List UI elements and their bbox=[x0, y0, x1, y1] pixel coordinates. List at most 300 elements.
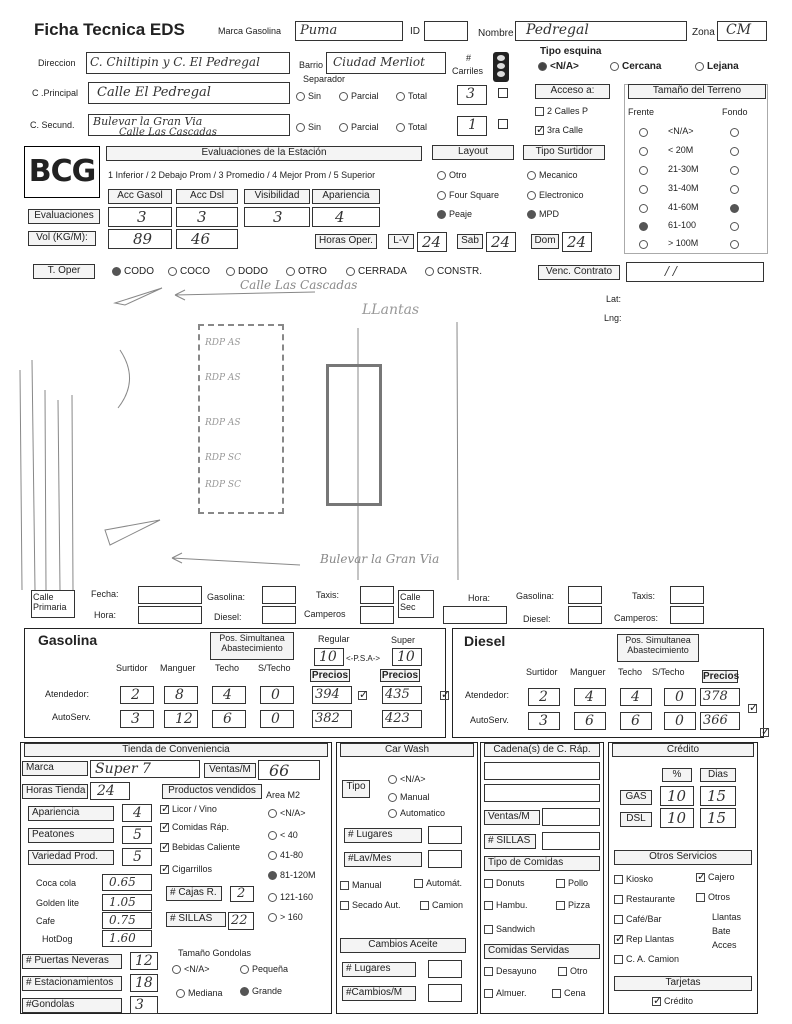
secund-sin-label: Sin bbox=[308, 122, 322, 132]
otros-servicio[interactable] bbox=[614, 954, 679, 964]
carwash-manual-checkbox[interactable] bbox=[340, 881, 349, 890]
carwash-na[interactable] bbox=[388, 774, 426, 784]
tienda-marca-field[interactable] bbox=[90, 760, 200, 778]
tienda-producto-label: Comidas Ráp. bbox=[172, 822, 230, 832]
lat-label: Lat: bbox=[606, 294, 622, 304]
gasolina-count-field[interactable] bbox=[262, 586, 296, 604]
tienda-area-radio[interactable] bbox=[268, 831, 277, 840]
secund-parcial-radio[interactable] bbox=[339, 123, 348, 132]
principal-parcial-radio[interactable] bbox=[339, 92, 348, 101]
gondola-grande-radio[interactable] bbox=[240, 987, 249, 996]
otros-servicio[interactable] bbox=[696, 872, 735, 882]
surtidor-mecanico-radio[interactable] bbox=[527, 171, 536, 180]
gasolina-au-value: 6 bbox=[223, 711, 232, 727]
tienda-area-option[interactable] bbox=[268, 892, 313, 902]
credito-dsl-dias-field[interactable] bbox=[700, 808, 736, 828]
tienda-estac-field[interactable] bbox=[130, 974, 158, 992]
sketch-street-top: Calle Las Cascadas bbox=[240, 278, 358, 292]
cadena-cena[interactable] bbox=[552, 988, 586, 998]
otros-servicio-checkbox[interactable] bbox=[696, 893, 705, 902]
terreno-frente-radio[interactable] bbox=[639, 147, 648, 156]
toper-option[interactable] bbox=[226, 266, 268, 277]
tienda-estac-value: 18 bbox=[135, 975, 153, 991]
toper-radio[interactable] bbox=[112, 267, 121, 276]
principal-label: C .Principal bbox=[32, 88, 79, 98]
layout-foursquare[interactable] bbox=[437, 190, 499, 200]
cadena-ventas-field[interactable] bbox=[542, 808, 600, 826]
tarjeta-credito-label: Crédito bbox=[664, 996, 694, 1006]
esquina-na-radio[interactable] bbox=[538, 62, 547, 71]
tienda-peatones-value: 5 bbox=[133, 827, 142, 843]
tarjeta-credito-checkbox[interactable] bbox=[652, 997, 661, 1006]
taxis2-field[interactable] bbox=[670, 586, 704, 604]
principal-parcial[interactable] bbox=[339, 91, 379, 101]
layout-peaje-label: Peaje bbox=[449, 209, 473, 219]
layout-peaje[interactable] bbox=[437, 209, 472, 219]
carwash-camion[interactable] bbox=[420, 900, 463, 910]
otros-servicio-checkbox[interactable] bbox=[614, 935, 623, 944]
credito-gas-dias-field[interactable] bbox=[700, 786, 736, 806]
diesel-precios-label: Precios bbox=[703, 671, 740, 682]
tienda-producto-checkbox[interactable] bbox=[160, 823, 169, 832]
marca-value: Puma bbox=[300, 23, 338, 38]
carwash-secado-checkbox[interactable] bbox=[340, 901, 349, 910]
layout-peaje-radio[interactable] bbox=[437, 210, 446, 219]
gasolina-at-cell[interactable] bbox=[120, 686, 154, 704]
terreno-fondo-radio[interactable] bbox=[730, 185, 739, 194]
carwash-manual-radio[interactable] bbox=[388, 793, 397, 802]
terreno-fondo-radio[interactable] bbox=[730, 222, 739, 231]
nombre-field[interactable] bbox=[515, 21, 687, 41]
terreno-fondo-radio[interactable] bbox=[730, 147, 739, 156]
tienda-neveras-field[interactable] bbox=[130, 952, 158, 970]
layout-otro-radio[interactable] bbox=[437, 171, 446, 180]
toper-radio[interactable] bbox=[346, 267, 355, 276]
cadena-almuer-checkbox[interactable] bbox=[484, 989, 493, 998]
gasolina-at-cell[interactable] bbox=[260, 686, 294, 704]
otros-servicio-checkbox[interactable] bbox=[696, 873, 705, 882]
evaluaciones-row-label: Evaluaciones bbox=[28, 209, 100, 224]
diesel-au-cell[interactable] bbox=[664, 712, 696, 730]
gondola-grande[interactable] bbox=[240, 986, 282, 996]
otros-servicio-label: Restaurante bbox=[626, 894, 676, 904]
marca-field[interactable] bbox=[295, 21, 403, 41]
gondola-mediana-radio[interactable] bbox=[176, 989, 185, 998]
calle-sec-label: Calle Sec bbox=[398, 590, 434, 618]
tienda-cafe-label: Cafe bbox=[36, 916, 56, 926]
cadena-pollo[interactable] bbox=[556, 878, 588, 888]
gasolina-au-cell[interactable] bbox=[212, 710, 246, 728]
sketch-island-bottom bbox=[105, 520, 160, 545]
otros-servicio-checkbox[interactable] bbox=[614, 955, 623, 964]
principal-total[interactable] bbox=[396, 91, 427, 101]
gasolina-super-field[interactable] bbox=[392, 648, 422, 666]
terreno-fondo-radio[interactable] bbox=[730, 204, 739, 213]
aceite-cambios-field[interactable] bbox=[428, 984, 462, 1002]
diesel-price-value: 366 bbox=[703, 713, 728, 728]
toper-option[interactable] bbox=[425, 266, 482, 277]
contrato-value: / / bbox=[665, 264, 677, 278]
diesel-title: Diesel bbox=[464, 633, 506, 649]
gondola-na[interactable] bbox=[172, 964, 210, 974]
diesel-at-cell[interactable] bbox=[664, 688, 696, 706]
tienda-variedad-value: 5 bbox=[133, 849, 142, 865]
terreno-frente-radio[interactable] bbox=[639, 128, 648, 137]
toper-radio[interactable] bbox=[226, 267, 235, 276]
gasolina-price-field[interactable] bbox=[312, 710, 352, 728]
cadena-sandwich-checkbox[interactable] bbox=[484, 925, 493, 934]
principal-sin[interactable] bbox=[296, 91, 321, 101]
esquina-na-label: <N/A> bbox=[550, 61, 579, 72]
diesel-au-cell[interactable] bbox=[528, 712, 560, 730]
toper-option[interactable] bbox=[346, 266, 407, 277]
gondola-pequena-radio[interactable] bbox=[240, 965, 249, 974]
gondola-grande-label: Grande bbox=[252, 986, 283, 996]
credito-pct-label: % bbox=[662, 768, 692, 782]
tienda-producto-label: Licor / Vino bbox=[172, 804, 217, 814]
id-field[interactable] bbox=[424, 21, 468, 41]
horas-sab-field[interactable] bbox=[486, 232, 516, 252]
camperos-field[interactable] bbox=[360, 606, 394, 624]
gasolina-price-value: 435 bbox=[385, 687, 410, 702]
toper-radio[interactable] bbox=[286, 267, 295, 276]
cadena-name-field-1[interactable] bbox=[484, 762, 600, 780]
toper-option-label: CERRADA bbox=[358, 266, 407, 277]
toper-radio[interactable] bbox=[168, 267, 177, 276]
tienda-marca-value: Super 7 bbox=[95, 761, 151, 777]
terreno-fondo-radio[interactable] bbox=[730, 128, 739, 137]
esquina-cercana[interactable] bbox=[610, 61, 661, 72]
tienda-ventas-value: 66 bbox=[269, 761, 290, 780]
diesel-at-cell[interactable] bbox=[574, 688, 606, 706]
tienda-apariencia-field[interactable] bbox=[122, 804, 152, 822]
secund-sin[interactable] bbox=[296, 122, 321, 132]
tienda-area-radio[interactable] bbox=[268, 871, 277, 880]
gasolina-price-field[interactable] bbox=[382, 686, 422, 704]
credito-dsl-label: DSL bbox=[620, 812, 652, 827]
toper-option-label: COCO bbox=[180, 266, 210, 277]
cadena-name-field-2[interactable] bbox=[484, 784, 600, 802]
fecha-field[interactable] bbox=[138, 586, 202, 604]
layout-foursquare-radio[interactable] bbox=[437, 191, 446, 200]
gasolina-regular-value: 10 bbox=[319, 649, 337, 665]
otros-servicio-checkbox[interactable] bbox=[614, 915, 623, 924]
contrato-field[interactable] bbox=[626, 262, 764, 282]
hora-field[interactable] bbox=[138, 606, 202, 624]
toper-option-label: CONSTR. bbox=[437, 266, 482, 277]
principal-checkbox[interactable] bbox=[498, 88, 508, 98]
tienda-producto[interactable] bbox=[160, 804, 217, 814]
tienda-sillas-field[interactable] bbox=[228, 912, 254, 930]
cadena-cena-checkbox[interactable] bbox=[552, 989, 561, 998]
secund-total[interactable] bbox=[396, 122, 427, 132]
otros-servicio[interactable] bbox=[614, 874, 653, 884]
carwash-header: Car Wash bbox=[340, 743, 474, 757]
horas-dom-field[interactable] bbox=[562, 232, 592, 252]
secund-total-radio[interactable] bbox=[396, 123, 405, 132]
gasolina-precios-label-sup: Precios bbox=[381, 670, 419, 681]
credito-dsl-pct-field[interactable] bbox=[660, 808, 694, 828]
tienda-producto[interactable] bbox=[160, 864, 212, 874]
tienda-horas-field[interactable] bbox=[90, 782, 130, 800]
terreno-frente-radio[interactable] bbox=[639, 240, 648, 249]
carwash-secado[interactable] bbox=[340, 900, 401, 910]
sketch-pump: RDP SC bbox=[205, 480, 241, 490]
gasolina-au-cell[interactable] bbox=[260, 710, 294, 728]
esquina-na[interactable] bbox=[538, 61, 579, 72]
diesel-at-value: 4 bbox=[585, 689, 594, 705]
tienda-peatones-field[interactable] bbox=[122, 826, 152, 844]
eval-accgasol-field[interactable] bbox=[108, 207, 172, 227]
diesel2-field[interactable] bbox=[568, 606, 602, 624]
tienda-area-radio[interactable] bbox=[268, 851, 277, 860]
surtidor-electronico[interactable] bbox=[527, 190, 584, 200]
tienda-producto[interactable] bbox=[160, 822, 229, 832]
diesel-count-label: Diesel: bbox=[214, 612, 242, 622]
tienda-cajas-field[interactable] bbox=[230, 886, 254, 902]
horas-lv-field[interactable] bbox=[417, 232, 447, 252]
cadena-pizza[interactable] bbox=[556, 900, 590, 910]
cadena-otro[interactable] bbox=[558, 966, 588, 976]
diesel-at-cell[interactable] bbox=[528, 688, 560, 706]
principal-sin-radio[interactable] bbox=[296, 92, 305, 101]
carwash-automatico[interactable] bbox=[388, 808, 445, 818]
cadena-sandwich-label: Sandwich bbox=[496, 924, 536, 934]
tienda-cafe-field[interactable] bbox=[102, 912, 152, 929]
secund-checkbox[interactable] bbox=[498, 119, 508, 129]
cadena-sillas-field[interactable] bbox=[542, 832, 600, 850]
tienda-coca-field[interactable] bbox=[102, 874, 152, 891]
otros-servicio[interactable] bbox=[696, 892, 730, 902]
cadena-donuts[interactable] bbox=[484, 878, 525, 888]
layout-foursquare-label: Four Square bbox=[449, 190, 500, 200]
carwash-na-label: <N/A> bbox=[400, 774, 426, 784]
principal-value: Calle El Pedregal bbox=[97, 85, 211, 100]
zona-field[interactable] bbox=[717, 21, 767, 41]
tienda-horas-label: Horas Tienda bbox=[22, 784, 88, 799]
surtidor-electronico-radio[interactable] bbox=[527, 191, 536, 200]
principal-carriles-field[interactable] bbox=[457, 85, 487, 105]
eval-apariencia-field[interactable] bbox=[312, 207, 380, 227]
credito-gas-dias-value: 15 bbox=[707, 787, 727, 805]
cadena-pollo-checkbox[interactable] bbox=[556, 879, 565, 888]
diesel-au-cell[interactable] bbox=[574, 712, 606, 730]
sketch-arrow-top bbox=[175, 292, 315, 295]
principal-total-radio[interactable] bbox=[396, 92, 405, 101]
aceite-lugares-field[interactable] bbox=[428, 960, 462, 978]
surtidor-mpd-radio[interactable] bbox=[527, 210, 536, 219]
cadena-hambu-checkbox[interactable] bbox=[484, 901, 493, 910]
hora2-field[interactable] bbox=[443, 606, 507, 624]
gasolina-price-field[interactable] bbox=[382, 710, 422, 728]
otros-servicio-label: Acces bbox=[712, 940, 737, 950]
toper-option[interactable] bbox=[286, 266, 327, 277]
secund-sin-radio[interactable] bbox=[296, 123, 305, 132]
horas-lv-label: L-V bbox=[388, 234, 414, 249]
gasolina-au-value: 3 bbox=[131, 711, 140, 727]
tienda-area-option[interactable] bbox=[268, 808, 306, 818]
tienda-area-option[interactable] bbox=[268, 912, 303, 922]
carwash-manual-type[interactable] bbox=[388, 792, 430, 802]
gasolina-col-stecho: S/Techo bbox=[258, 663, 291, 673]
gasolina-au-cell[interactable] bbox=[120, 710, 154, 728]
camperos2-field[interactable] bbox=[670, 606, 704, 624]
esquina-lejana[interactable] bbox=[695, 61, 739, 72]
tienda-gondolas-field[interactable] bbox=[130, 996, 158, 1014]
cadena-donuts-checkbox[interactable] bbox=[484, 879, 493, 888]
tienda-area-option[interactable] bbox=[268, 850, 303, 860]
tienda-ventas-field[interactable] bbox=[258, 760, 320, 780]
barrio-field[interactable] bbox=[326, 52, 446, 74]
cadena-hambu[interactable] bbox=[484, 900, 528, 910]
tienda-producto-checkbox[interactable] bbox=[160, 805, 169, 814]
gondola-pequena[interactable] bbox=[240, 964, 288, 974]
tienda-sillas-value: 22 bbox=[231, 913, 248, 928]
tienda-producto-checkbox[interactable] bbox=[160, 865, 169, 874]
carwash-na-radio[interactable] bbox=[388, 775, 397, 784]
tienda-coca-label: Coca cola bbox=[36, 878, 77, 888]
credito-dias-label: Dias bbox=[700, 768, 736, 782]
esquina-lejana-radio[interactable] bbox=[695, 62, 704, 71]
secund-carriles-field[interactable] bbox=[457, 116, 487, 136]
acceso-2calles-checkbox[interactable] bbox=[535, 107, 544, 116]
carwash-automatico-radio[interactable] bbox=[388, 809, 397, 818]
terreno-option-label: 41-60M bbox=[668, 202, 699, 212]
toper-label: T. Oper bbox=[33, 264, 95, 279]
vol-dsl-field[interactable] bbox=[176, 229, 238, 249]
tienda-area-option[interactable] bbox=[268, 830, 298, 840]
terreno-header: Tamaño del Terreno bbox=[628, 84, 766, 99]
esquina-cercana-radio[interactable] bbox=[610, 62, 619, 71]
gasolina-at-cell[interactable] bbox=[164, 686, 198, 704]
diesel-count-field[interactable] bbox=[262, 606, 296, 624]
cadena-ventas-label: Ventas/M bbox=[484, 810, 540, 825]
layout-otro[interactable] bbox=[437, 170, 467, 180]
gasolina-price-checkbox[interactable] bbox=[358, 691, 367, 700]
carwash-automat-checkbox[interactable] bbox=[414, 879, 423, 888]
secund-parcial[interactable] bbox=[339, 122, 379, 132]
cadena-desayuno[interactable] bbox=[484, 966, 537, 976]
otros-servicio-checkbox[interactable] bbox=[614, 875, 623, 884]
eval-visibilidad-field[interactable] bbox=[244, 207, 310, 227]
eval-accdsl-field[interactable] bbox=[176, 207, 238, 227]
gasolina-price-checkbox[interactable] bbox=[440, 691, 449, 700]
carwash-camion-checkbox[interactable] bbox=[420, 901, 429, 910]
terreno-frente-radio[interactable] bbox=[639, 166, 648, 175]
gasolina-count-label: Gasolina: bbox=[207, 592, 246, 602]
secund-field[interactable] bbox=[88, 114, 290, 136]
gasolina-price-value: 382 bbox=[315, 711, 340, 726]
otros-servicio[interactable] bbox=[614, 894, 675, 904]
surtidor-mecanico[interactable] bbox=[527, 170, 578, 180]
layout-header: Layout bbox=[432, 145, 514, 160]
diesel-price-checkbox[interactable] bbox=[748, 704, 757, 713]
tienda-area-radio[interactable] bbox=[268, 809, 277, 818]
tienda-header: Tienda de Conveniencia bbox=[24, 743, 328, 757]
eval-col-visibilidad: Visibilidad bbox=[244, 189, 310, 204]
acceso-3racalle-checkbox[interactable] bbox=[535, 126, 544, 135]
tienda-area-radio[interactable] bbox=[268, 893, 277, 902]
tienda-hotdog-field[interactable] bbox=[102, 930, 152, 947]
diesel-au-cell[interactable] bbox=[620, 712, 652, 730]
acceso-2calles[interactable] bbox=[535, 106, 588, 116]
tienda-variedad-field[interactable] bbox=[122, 848, 152, 866]
carwash-manual[interactable] bbox=[340, 880, 382, 890]
cadena-desayuno-checkbox[interactable] bbox=[484, 967, 493, 976]
diesel-at-cell[interactable] bbox=[620, 688, 652, 706]
otros-servicio[interactable] bbox=[614, 914, 662, 924]
otros-servicio-checkbox[interactable] bbox=[614, 895, 623, 904]
gasolina-au-cell[interactable] bbox=[164, 710, 198, 728]
terreno-fondo-radio[interactable] bbox=[730, 166, 739, 175]
terreno-frente-radio[interactable] bbox=[639, 222, 648, 231]
direccion-field[interactable] bbox=[86, 52, 290, 74]
secund-value-2: Calle Las Cascadas bbox=[119, 127, 217, 138]
terreno-frente-radio[interactable] bbox=[639, 185, 648, 194]
tarjeta-credito[interactable] bbox=[652, 996, 693, 1006]
carwash-automat[interactable] bbox=[414, 878, 462, 888]
tarjetas-header: Tarjetas bbox=[614, 976, 752, 991]
tienda-area-option[interactable] bbox=[268, 870, 316, 880]
cadena-almuer[interactable] bbox=[484, 988, 527, 998]
cadena-header: Cadena(s) de C. Ráp. bbox=[484, 743, 600, 757]
toper-option[interactable] bbox=[168, 266, 210, 277]
tienda-area-radio[interactable] bbox=[268, 913, 277, 922]
sketch-arrow-bottom bbox=[172, 558, 300, 565]
camperos-label: Camperos bbox=[304, 609, 346, 619]
gasolina-price-field[interactable] bbox=[312, 686, 352, 704]
tienda-golden-field[interactable] bbox=[102, 894, 152, 911]
surtidor-mpd[interactable] bbox=[527, 209, 559, 219]
gondola-mediana[interactable] bbox=[176, 988, 223, 998]
diesel-price-checkbox[interactable] bbox=[760, 728, 769, 737]
cadena-pizza-checkbox[interactable] bbox=[556, 901, 565, 910]
credito-gas-pct-field[interactable] bbox=[660, 786, 694, 806]
toper-option-label: OTRO bbox=[298, 266, 327, 277]
carwash-lav-field[interactable] bbox=[428, 850, 462, 868]
sketch-pump: RDP SC bbox=[205, 453, 241, 463]
id-label: ID bbox=[410, 26, 420, 37]
tienda-estac-label: # Estacionamientos bbox=[22, 976, 122, 991]
taxis-field[interactable] bbox=[360, 586, 394, 604]
toper-radio[interactable] bbox=[425, 267, 434, 276]
gasolina2-field[interactable] bbox=[568, 586, 602, 604]
gasolina-at-cell[interactable] bbox=[212, 686, 246, 704]
gasolina-regular-field[interactable] bbox=[314, 648, 344, 666]
cadena-otro-checkbox[interactable] bbox=[558, 967, 567, 976]
nombre-label: Nombre bbox=[478, 28, 514, 39]
diesel-price-field[interactable] bbox=[700, 688, 740, 706]
vol-gasol-field[interactable] bbox=[108, 229, 172, 249]
otros-servicio[interactable] bbox=[614, 934, 674, 944]
toper-option[interactable] bbox=[112, 266, 154, 277]
terreno-frente-radio[interactable] bbox=[639, 204, 648, 213]
diesel-price-field[interactable] bbox=[700, 712, 740, 730]
cadena-tipo-header: Tipo de Comidas bbox=[484, 856, 600, 871]
form-title: Ficha Tecnica EDS bbox=[34, 20, 185, 39]
gondola-na-radio[interactable] bbox=[172, 965, 181, 974]
tienda-producto-checkbox[interactable] bbox=[160, 843, 169, 852]
cadena-sandwich[interactable] bbox=[484, 924, 535, 934]
carwash-lugares-field[interactable] bbox=[428, 826, 462, 844]
credito-gas-label: GAS bbox=[620, 790, 652, 805]
acceso-3racalle[interactable] bbox=[535, 125, 583, 135]
principal-field[interactable] bbox=[88, 82, 290, 104]
tienda-producto[interactable] bbox=[160, 842, 240, 852]
fecha-label: Fecha: bbox=[91, 589, 119, 599]
terreno-fondo-radio[interactable] bbox=[730, 240, 739, 249]
carwash-manual-type-label: Manual bbox=[400, 792, 430, 802]
